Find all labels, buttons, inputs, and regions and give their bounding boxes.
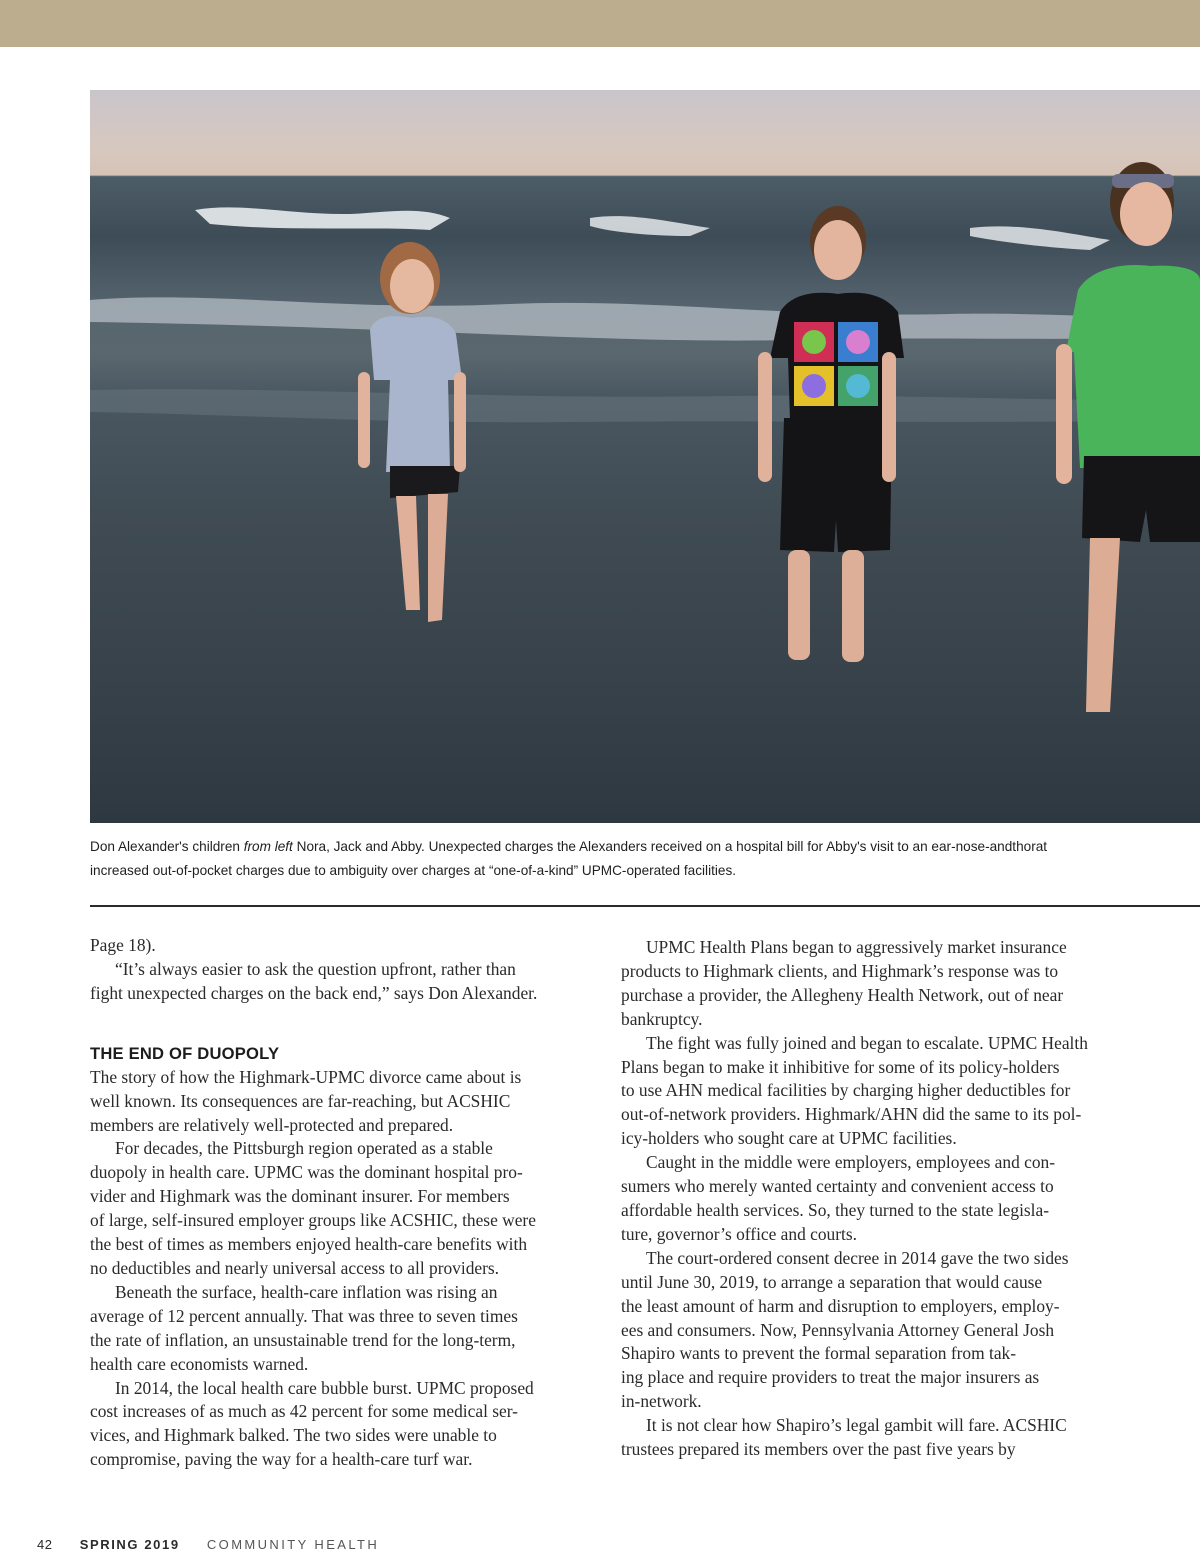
text-line: purchase a provider, the Allegheny Health Network, out of near <box>621 984 1064 1005</box>
caption-line-2: increased out-of-pocket charges due to ambiguity over charges at “one-of-a-kind” UPMC-operated facilities. <box>90 863 737 878</box>
text-line: no deductibles and nearly universal access to all providers. <box>90 1257 500 1278</box>
text-line: fight unexpected charges on the back end,” says Don Alexander. <box>90 982 538 1003</box>
text-line: Beneath the surface, health-care inflation was rising an <box>115 1281 498 1302</box>
text-line: vices, and Highmark balked. The two sides were unable to <box>90 1425 497 1446</box>
text-line: the least amount of harm and disruption to employers, employ- <box>621 1295 1060 1316</box>
text-line: ing place and require providers to treat the major insurers as <box>621 1367 1040 1388</box>
text-line: vider and Highmark was the dominant insurer. For members <box>90 1186 510 1207</box>
text-line: out-of-network providers. Highmark/AHN did the same to its pol- <box>621 1104 1082 1125</box>
text-line: In 2014, the local health care bubble burst. UPMC proposed <box>115 1377 534 1398</box>
text-line: Shapiro wants to prevent the formal separation from tak- <box>621 1343 1017 1364</box>
text-line: It is not clear how Shapiro’s legal gambit will fare. ACSHIC <box>646 1415 1067 1436</box>
photo-caption <box>90 835 1200 883</box>
caption-line-1 <box>90 835 1200 859</box>
article-column-right <box>621 936 1133 1462</box>
caption-text: Don Alexander's children <box>90 839 244 854</box>
text-line: health care economists warned. <box>90 1353 309 1374</box>
text-line: trustees prepared its members over the past five years by <box>621 1439 1016 1460</box>
text-line: of large, self-insured employer groups like ACSHIC, these were <box>90 1210 536 1231</box>
text-line: the rate of inflation, an unsustainable trend for the long-term, <box>90 1329 516 1350</box>
issue-label: SPRING 2019 <box>79 1537 180 1552</box>
section-divider <box>90 905 1200 907</box>
text-line: bankruptcy. <box>621 1008 703 1029</box>
text-line: members are relatively well-protected and prepared. <box>90 1114 454 1135</box>
text-line: duopoly in health care. UPMC was the dominant hospital pro- <box>90 1162 523 1183</box>
child-nora <box>358 242 466 622</box>
beach-photo <box>90 90 1200 823</box>
child-jack <box>758 206 904 662</box>
text-line: average of 12 percent annually. That was three to seven times <box>90 1305 518 1326</box>
text-line: the best of times as members enjoyed health-care benefits with <box>90 1234 528 1255</box>
text-line: Caught in the middle were employers, employees and con- <box>646 1152 1056 1173</box>
text-line: products to Highmark clients, and Highmark’s response was to <box>621 960 1059 981</box>
text-line: in-network. <box>621 1391 702 1412</box>
text-line: UPMC Health Plans began to aggressively market insurance <box>646 937 1067 957</box>
text-line: to use AHN medical facilities by charging higher deductibles for <box>621 1080 1071 1101</box>
text-line: The court-ordered consent decree in 2014 gave the two sides <box>646 1247 1069 1268</box>
page-footer <box>37 1537 379 1555</box>
text-line: For decades, the Pittsburgh region operated as a stable <box>115 1138 493 1159</box>
text-line: Plans began to make it inhibitive for some of its policy-holders <box>621 1056 1060 1077</box>
text-line: well known. Its consequences are far-reaching, but ACSHIC <box>90 1090 511 1111</box>
caption-text: Nora, Jack and Abby. Unexpected charges the Alexanders received on a hospital bill for Abby's visit to an ear-nose-andthorat <box>292 839 1048 854</box>
text-line: The story of how the Highmark-UPMC divorce came about is <box>90 1066 522 1087</box>
caption-italic-text: from left <box>243 839 293 854</box>
top-color-band <box>0 0 1200 47</box>
section-heading: THE END OF DUOPOLY <box>90 1043 280 1063</box>
article-column-left <box>90 934 602 1472</box>
text-line: ture, governor’s office and courts. <box>621 1223 857 1244</box>
text-line: ees and consumers. Now, Pennsylvania Attorney General Josh <box>621 1319 1055 1340</box>
text-line: sumers who merely wanted certainty and convenient access to <box>621 1176 1054 1197</box>
page-number: 42 <box>37 1537 53 1552</box>
text-line: Page 18). <box>90 935 156 955</box>
text-line: compromise, paving the way for a health-care turf war. <box>90 1449 473 1470</box>
spacer <box>90 1006 602 1042</box>
text-line: “It’s always easier to ask the question upfront, rather than <box>115 958 516 979</box>
text-line: icy-holders who sought care at UPMC facilities. <box>621 1128 957 1149</box>
publication-name: COMMUNITY HEALTH <box>206 1537 380 1552</box>
text-line: The fight was fully joined and began to escalate. UPMC Health <box>646 1032 1088 1053</box>
text-line: cost increases of as much as 42 percent for some medical ser- <box>90 1401 518 1422</box>
text-line: affordable health services. So, they turned to the state legisla- <box>621 1199 1050 1220</box>
text-line: until June 30, 2019, to arrange a separation that would cause <box>621 1271 1043 1292</box>
